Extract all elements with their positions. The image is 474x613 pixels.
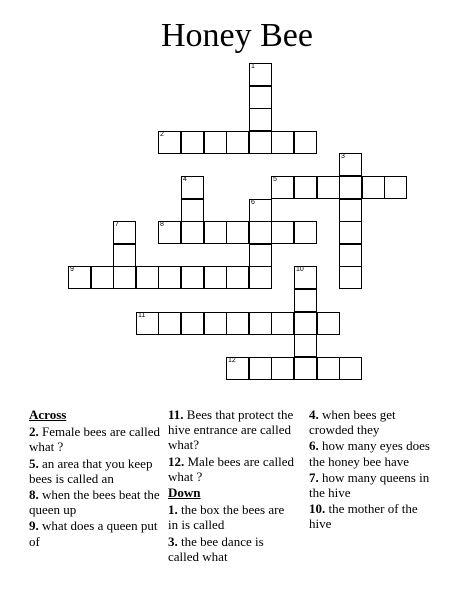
- clue-across-12: 12. Male bees are called what ?: [168, 453, 294, 484]
- clue-across-9: 9. what does a queen put of: [29, 518, 158, 549]
- cell-number: 2: [160, 131, 164, 138]
- cell-number: 10: [296, 266, 304, 273]
- grid-cell[interactable]: [249, 131, 272, 154]
- cell-number: 4: [183, 176, 187, 183]
- grid-cell[interactable]: [113, 266, 136, 289]
- grid-cell[interactable]: [181, 131, 204, 154]
- grid-cell[interactable]: [339, 244, 362, 267]
- grid-cell[interactable]: [249, 86, 272, 109]
- grid-cell[interactable]: [158, 131, 181, 154]
- grid-cell[interactable]: [271, 357, 294, 380]
- grid-cell[interactable]: [249, 357, 272, 380]
- down-header: Down: [168, 485, 201, 501]
- grid-cell[interactable]: [294, 289, 317, 312]
- grid-cell[interactable]: [136, 312, 159, 335]
- grid-cell[interactable]: [158, 221, 181, 244]
- grid-cell[interactable]: [181, 312, 204, 335]
- clue-column-1: [29, 407, 161, 550]
- cell-number: 6: [251, 199, 255, 206]
- cell-number: 3: [341, 153, 345, 160]
- clue-down-10: 10. the mother of the hive: [309, 501, 418, 532]
- grid-cell[interactable]: [204, 266, 227, 289]
- grid-cell[interactable]: [136, 266, 159, 289]
- grid-cell[interactable]: [339, 357, 362, 380]
- grid-cell[interactable]: [249, 244, 272, 267]
- grid-cell[interactable]: [249, 108, 272, 131]
- grid-cell[interactable]: [294, 334, 317, 357]
- cell-number: 7: [115, 221, 119, 228]
- grid-cell[interactable]: [294, 221, 317, 244]
- clue-down-6: 6. how many eyes does the honey bee have: [309, 438, 430, 469]
- grid-cell[interactable]: [226, 266, 249, 289]
- clue-across-2: 2. Female bees are called what ?: [29, 424, 161, 455]
- clue-across-5: 5. an area that you keep bees is called an: [29, 455, 153, 486]
- grid-cell[interactable]: [181, 221, 204, 244]
- grid-cell[interactable]: [294, 312, 317, 335]
- grid-cell[interactable]: [271, 312, 294, 335]
- cell-number: 5: [273, 176, 277, 183]
- grid-cell[interactable]: [68, 266, 91, 289]
- clue-down-4: 4. when bees get crowded they: [309, 407, 396, 438]
- clue-column-2: [168, 407, 296, 565]
- grid-cell[interactable]: [181, 199, 204, 222]
- clue-down-7: 7. how many queens in the hive: [309, 469, 430, 501]
- grid-cell[interactable]: [317, 357, 340, 380]
- grid-cell[interactable]: [181, 176, 204, 199]
- grid-cell[interactable]: [362, 176, 385, 199]
- grid-cell[interactable]: [294, 131, 317, 154]
- clue-column-3: [309, 407, 437, 533]
- clue-across-8: 8. when the bees beat the queen up: [29, 487, 160, 518]
- grid-cell[interactable]: [249, 266, 272, 289]
- grid-cell[interactable]: [339, 221, 362, 244]
- grid-cell[interactable]: [158, 266, 181, 289]
- grid-cell[interactable]: [226, 312, 249, 335]
- grid-cell[interactable]: [91, 266, 114, 289]
- grid-cell[interactable]: [294, 266, 317, 289]
- cell-number: 8: [160, 221, 164, 228]
- grid-cell[interactable]: [204, 221, 227, 244]
- grid-cell[interactable]: [339, 266, 362, 289]
- grid-cell[interactable]: [226, 357, 249, 380]
- grid-cell[interactable]: [249, 312, 272, 335]
- grid-cell[interactable]: [181, 266, 204, 289]
- grid-cell[interactable]: [271, 176, 294, 199]
- grid-cell[interactable]: [249, 199, 272, 222]
- cell-number: 9: [70, 266, 74, 273]
- grid-cell[interactable]: [271, 221, 294, 244]
- grid-cell[interactable]: [226, 221, 249, 244]
- grid-cell[interactable]: [226, 131, 249, 154]
- grid-cell[interactable]: [113, 244, 136, 267]
- cell-number: 11: [138, 312, 146, 319]
- grid-cell[interactable]: [317, 312, 340, 335]
- grid-cell[interactable]: [294, 357, 317, 380]
- grid-cell[interactable]: [317, 176, 340, 199]
- across-header: Across: [29, 407, 67, 422]
- puzzle-title: Honey Bee: [160, 17, 313, 54]
- grid-cell[interactable]: [204, 312, 227, 335]
- grid-cell[interactable]: [271, 131, 294, 154]
- grid-cell[interactable]: [294, 176, 317, 199]
- grid-cell[interactable]: [249, 63, 272, 86]
- grid-cell[interactable]: [339, 153, 362, 176]
- clue-across-11: 11. Bees that protect the hive entrance are called what?: [168, 407, 294, 453]
- grid-cell[interactable]: [158, 312, 181, 335]
- grid-cell[interactable]: [113, 221, 136, 244]
- grid-cell[interactable]: [384, 176, 407, 199]
- clue-down-1: 1. the box the bees are in is called: [168, 502, 285, 533]
- clue-down-3: 3. the bee dance is called what: [168, 533, 264, 564]
- grid-cell[interactable]: [339, 176, 362, 199]
- cell-number: 12: [228, 357, 236, 364]
- grid-cell[interactable]: [249, 221, 272, 244]
- grid-cell[interactable]: [339, 199, 362, 222]
- grid-cell[interactable]: [204, 131, 227, 154]
- cell-number: 1: [251, 63, 255, 70]
